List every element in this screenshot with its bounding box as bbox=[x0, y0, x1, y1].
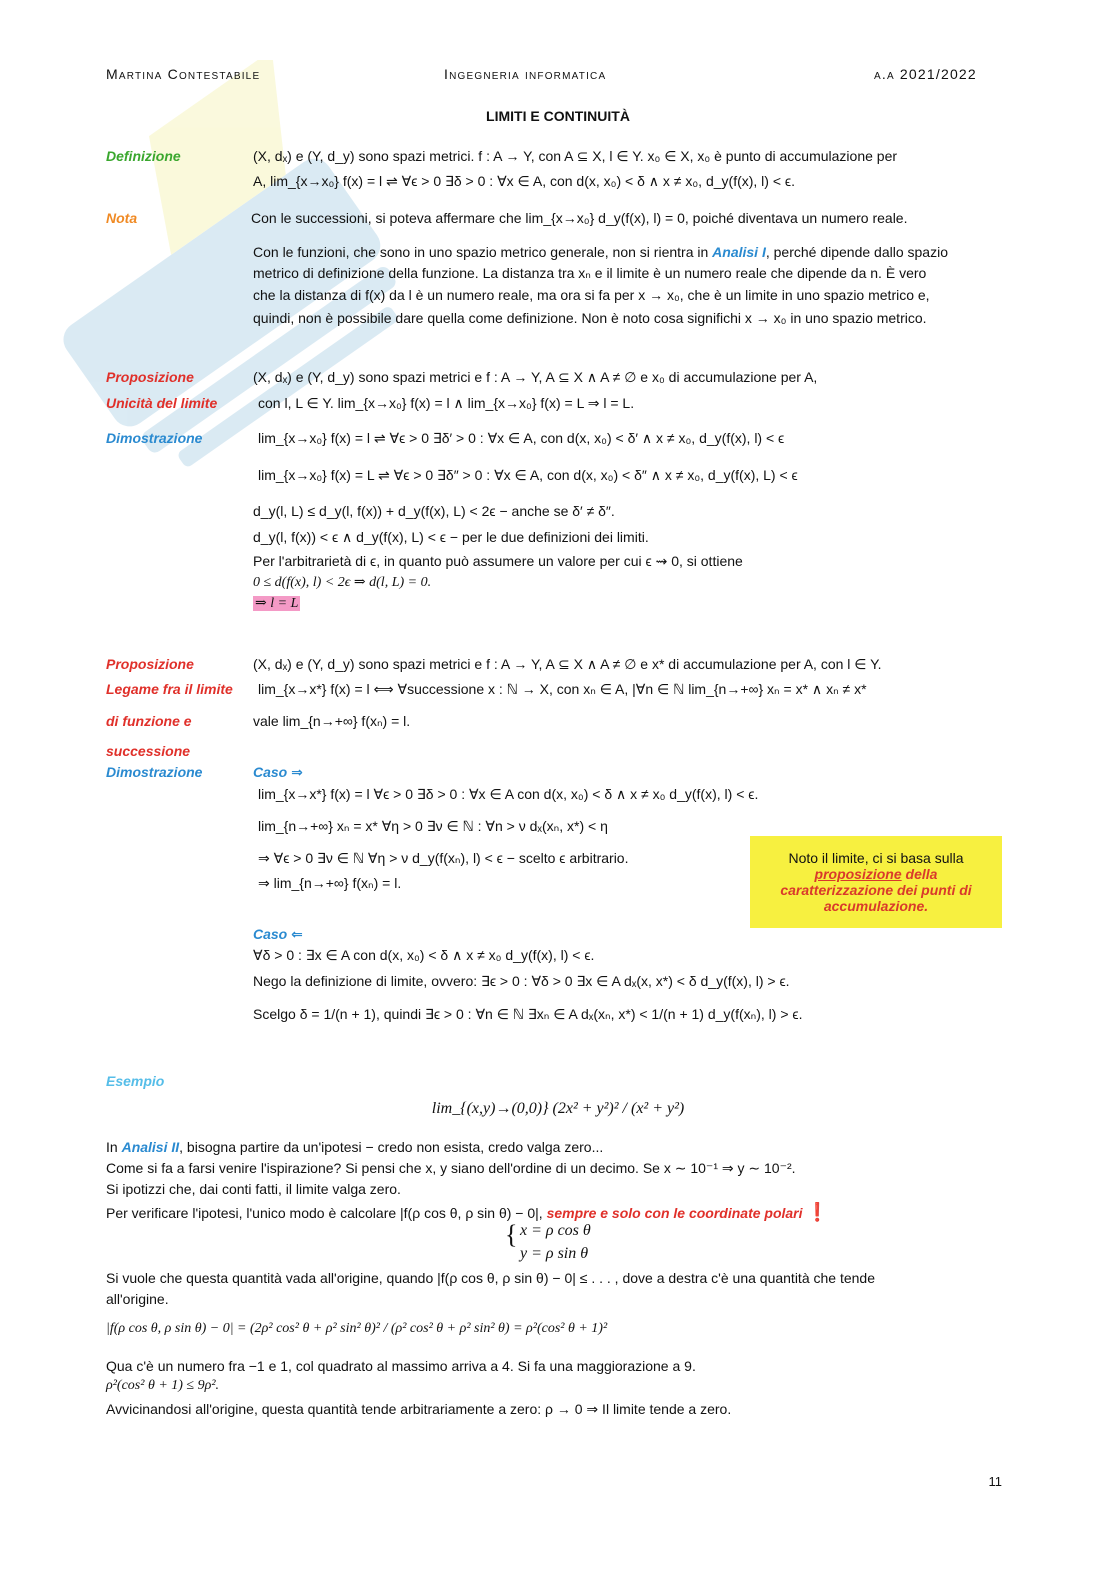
esempio-line7: |f(ρ cos θ, ρ sin θ) − 0| = (2ρ² cos² θ + ρ² sin² θ)² / (ρ² cos² θ + ρ² sin² θ) = ρ²(cos² θ + 1)² bbox=[106, 1321, 608, 1336]
esempio-line8: Qua c'è un numero fra −1 e 1, col quadrato al massimo arriva a 4. Si fa una maggiorazione a 9. bbox=[106, 1358, 696, 1374]
note-link-proposizione[interactable]: proposizione bbox=[814, 866, 902, 882]
esempio-formula: lim_{(x,y)→(0,0)} (2x² + y²)² / (x² + y²) bbox=[431, 1100, 685, 1117]
esempio-polari: sempre e solo con le coordinate polari bbox=[546, 1205, 803, 1221]
label-unicita: Unicità del limite bbox=[106, 395, 218, 411]
header-course: Ingegneria informatica bbox=[444, 66, 607, 82]
header-author: Martina Contestabile bbox=[106, 66, 261, 82]
esempio-line1 bbox=[106, 1139, 603, 1155]
dim2-line6: Nego la definizione di limite, ovvero: ∃ϵ > 0 : ∀δ > 0 ∃x ∈ A dₓ(x, x*) < δ d_y(f(x), l) > ϵ. bbox=[253, 973, 790, 989]
label-proposizione-1: Proposizione bbox=[106, 369, 194, 385]
label-legame-2: di funzione e bbox=[106, 713, 192, 729]
label-dimostrazione-1: Dimostrazione bbox=[106, 430, 203, 446]
dim1-line6: 0 ≤ d(f(x), l) < 2ϵ ⇒ d(l, L) = 0. bbox=[253, 575, 432, 590]
nota-line3: metrico di definizione della funzione. La distanza tra xₙ e il limite è un numero reale che dipende da n. È vero bbox=[253, 265, 927, 281]
label-proposizione-2: Proposizione bbox=[106, 656, 194, 672]
esempio-line9: ρ²(cos² θ + 1) ≤ 9ρ². bbox=[106, 1378, 220, 1393]
page-title: LIMITI E CONTINUITÀ bbox=[486, 108, 630, 124]
esempio-analisi2: Analisi II bbox=[121, 1139, 180, 1155]
dim2-line3: ⇒ ∀ϵ > 0 ∃ν ∈ ℕ ∀η > ν d_y(f(xₙ), l) < ϵ − scelto ϵ arbitrario. bbox=[258, 850, 629, 866]
exclamation-icon: ❗ bbox=[806, 1202, 829, 1222]
prop1-line1: (X, dₓ) e (Y, d_y) sono spazi metrici e f : A → Y, A ⊆ X ∧ A ≠ ∅ e x₀ di accumulazione per A, bbox=[253, 369, 818, 385]
prop2-line3: vale lim_{n→+∞} f(xₙ) = l. bbox=[253, 713, 411, 729]
system-brace: { bbox=[505, 1220, 518, 1249]
label-legame-3: successione bbox=[106, 743, 191, 759]
esempio-sys1: x = ρ cos θ bbox=[520, 1222, 591, 1239]
definizione-line1: (X, dₓ) e (Y, d_y) sono spazi metrici. f : A → Y, con A ⊆ X, l ∈ Y. x₀ ∈ X, x₀ è punto di accumulazione per bbox=[253, 148, 898, 164]
dim1-line1: lim_{x→x₀} f(x) = l ⇌ ∀ϵ > 0 ∃δ′ > 0 : ∀x ∈ A, con d(x, x₀) < δ′ ∧ x ≠ x₀, d_y(f(x), l) < ϵ bbox=[258, 430, 785, 446]
dim1-line4: d_y(l, f(x)) < ϵ ∧ d_y(f(x), L) < ϵ − per le due definizioni dei limiti. bbox=[253, 529, 649, 545]
dim2-line5: ∀δ > 0 : ∃x ∈ A con d(x, x₀) < δ ∧ x ≠ x₀ d_y(f(x), l) < ϵ. bbox=[253, 947, 595, 963]
esempio-line3: Si ipotizzi che, dai conti fatti, il limite valga zero. bbox=[106, 1181, 401, 1197]
dim1-line5: Per l'arbitrarietà di ϵ, in quanto può assumere un valore per cui ϵ ⇝ 0, si ottiene bbox=[253, 553, 743, 569]
esempio-line2: Come si fa a farsi venire l'ispirazione? Si pensi che x, y siano dell'ordine di un decimo. Se x ∼ 10⁻¹ ⇒ y ∼ 10⁻². bbox=[106, 1160, 796, 1176]
esempio-line6: all'origine. bbox=[106, 1291, 169, 1307]
esempio-line10: Avvicinandosi all'origine, questa quantità tende arbitrariamente a zero: ρ → 0 ⇒ Il limite tende a zero. bbox=[106, 1401, 732, 1417]
nota-line5: quindi, non è possibile dare quella come definizione. Non è noto cosa significhi x → x₀ in uno spazio metrico. bbox=[253, 310, 927, 326]
esempio-line1a: In bbox=[106, 1139, 122, 1155]
nota-analisi1: Analisi I bbox=[712, 244, 766, 260]
definizione-line2: A, lim_{x→x₀} f(x) = l ⇌ ∀ϵ > 0 ∃δ > 0 : ∀x ∈ A, con d(x, x₀) < δ ∧ x ≠ x₀, d_y(f(x), l) < ϵ. bbox=[253, 173, 795, 189]
label-esempio: Esempio bbox=[106, 1073, 165, 1089]
nota-line2 bbox=[253, 244, 948, 260]
dim1-line2: lim_{x→x₀} f(x) = L ⇌ ∀ϵ > 0 ∃δ″ > 0 : ∀x ∈ A, con d(x, x₀) < δ″ ∧ x ≠ x₀, d_y(f(x), L) < ϵ bbox=[258, 467, 798, 483]
label-nota: Nota bbox=[106, 210, 138, 226]
dim2-line2: lim_{n→+∞} xₙ = x* ∀η > 0 ∃ν ∈ ℕ : ∀n > ν dₓ(xₙ, x*) < η bbox=[258, 818, 608, 834]
note-line2b: della bbox=[901, 866, 938, 882]
note-box bbox=[750, 836, 1002, 928]
esempio-line1b: , bisogna partire da un'ipotesi − credo non esista, credo valga zero... bbox=[179, 1139, 604, 1155]
esempio-sys2: y = ρ sin θ bbox=[520, 1245, 589, 1262]
prop1-line2: con l, L ∈ Y. lim_{x→x₀} f(x) = l ∧ lim_{x→x₀} f(x) = L ⇒ l = L. bbox=[258, 395, 635, 411]
dim2-line4: ⇒ lim_{n→+∞} f(xₙ) = l. bbox=[258, 875, 402, 891]
nota-line1: Con le successioni, si poteva affermare che lim_{x→x₀} d_y(f(x), l) = 0, poiché diventava un numero reale. bbox=[251, 210, 908, 226]
esempio-line4a: Per verificare l'ipotesi, l'unico modo è calcolare |f(ρ cos θ, ρ sin θ) − 0|, bbox=[106, 1205, 547, 1221]
dim1-line3: d_y(l, L) ≤ d_y(l, f(x)) + d_y(f(x), L) < 2ϵ − anche se δ′ ≠ δ″. bbox=[253, 503, 615, 519]
nota-line2b: , perché dipende dallo spazio bbox=[765, 244, 948, 260]
dim1-conclusion-highlight: ⇒ l = L bbox=[255, 596, 299, 611]
esempio-line5: Si vuole che questa quantità vada all'origine, quando |f(ρ cos θ, ρ sin θ) − 0| ≤ . . . , dove a destra c'è una quantità che tende bbox=[106, 1270, 875, 1286]
nota-line4: che la distanza di f(x) da l è un numero reale, ma ora si fa per x → x₀, che è un limite in uno spazio metrico e, bbox=[253, 287, 930, 303]
dim2-caso1: Caso ⇒ bbox=[253, 764, 303, 780]
page-number: 11 bbox=[988, 1474, 1002, 1489]
prop2-line1: (X, dₓ) e (Y, d_y) sono spazi metrici e f : A → Y, A ⊆ X ∧ A ≠ ∅ e x* di accumulazione per A, con l ∈ Y. bbox=[253, 656, 882, 672]
dim2-line1: lim_{x→x*} f(x) = l ∀ϵ > 0 ∃δ > 0 : ∀x ∈ A con d(x, x₀) < δ ∧ x ≠ x₀ d_y(f(x), l) < ϵ. bbox=[258, 786, 759, 802]
label-definizione: Definizione bbox=[106, 148, 181, 164]
prop2-line2: lim_{x→x*} f(x) = l ⟺ ∀successione x : ℕ → X, con xₙ ∈ A, |∀n ∈ ℕ lim_{n→+∞} xₙ = x* ∧ xₙ ≠ x* bbox=[258, 681, 867, 697]
header-year: a.a 2021/2022 bbox=[874, 66, 977, 82]
dim2-line7: Scelgo δ = 1/(n + 1), quindi ∃ϵ > 0 : ∀n ∈ ℕ ∃xₙ ∈ A dₓ(xₙ, x*) < 1/(n + 1) d_y(f(xₙ), l) > ϵ. bbox=[253, 1006, 803, 1022]
label-dimostrazione-2: Dimostrazione bbox=[106, 764, 203, 780]
note-line1: Noto il limite, ci si basa sulla bbox=[788, 850, 964, 866]
nota-line2a: Con le funzioni, che sono in uno spazio metrico generale, non si rientra in bbox=[253, 244, 713, 260]
esempio-line4 bbox=[106, 1202, 829, 1223]
note-line4: accumulazione. bbox=[823, 898, 929, 914]
note-line3: caratterizzazione dei punti di bbox=[780, 882, 972, 898]
label-legame-1: Legame fra il limite bbox=[106, 681, 233, 697]
dim2-caso2: Caso ⇐ bbox=[253, 926, 303, 942]
